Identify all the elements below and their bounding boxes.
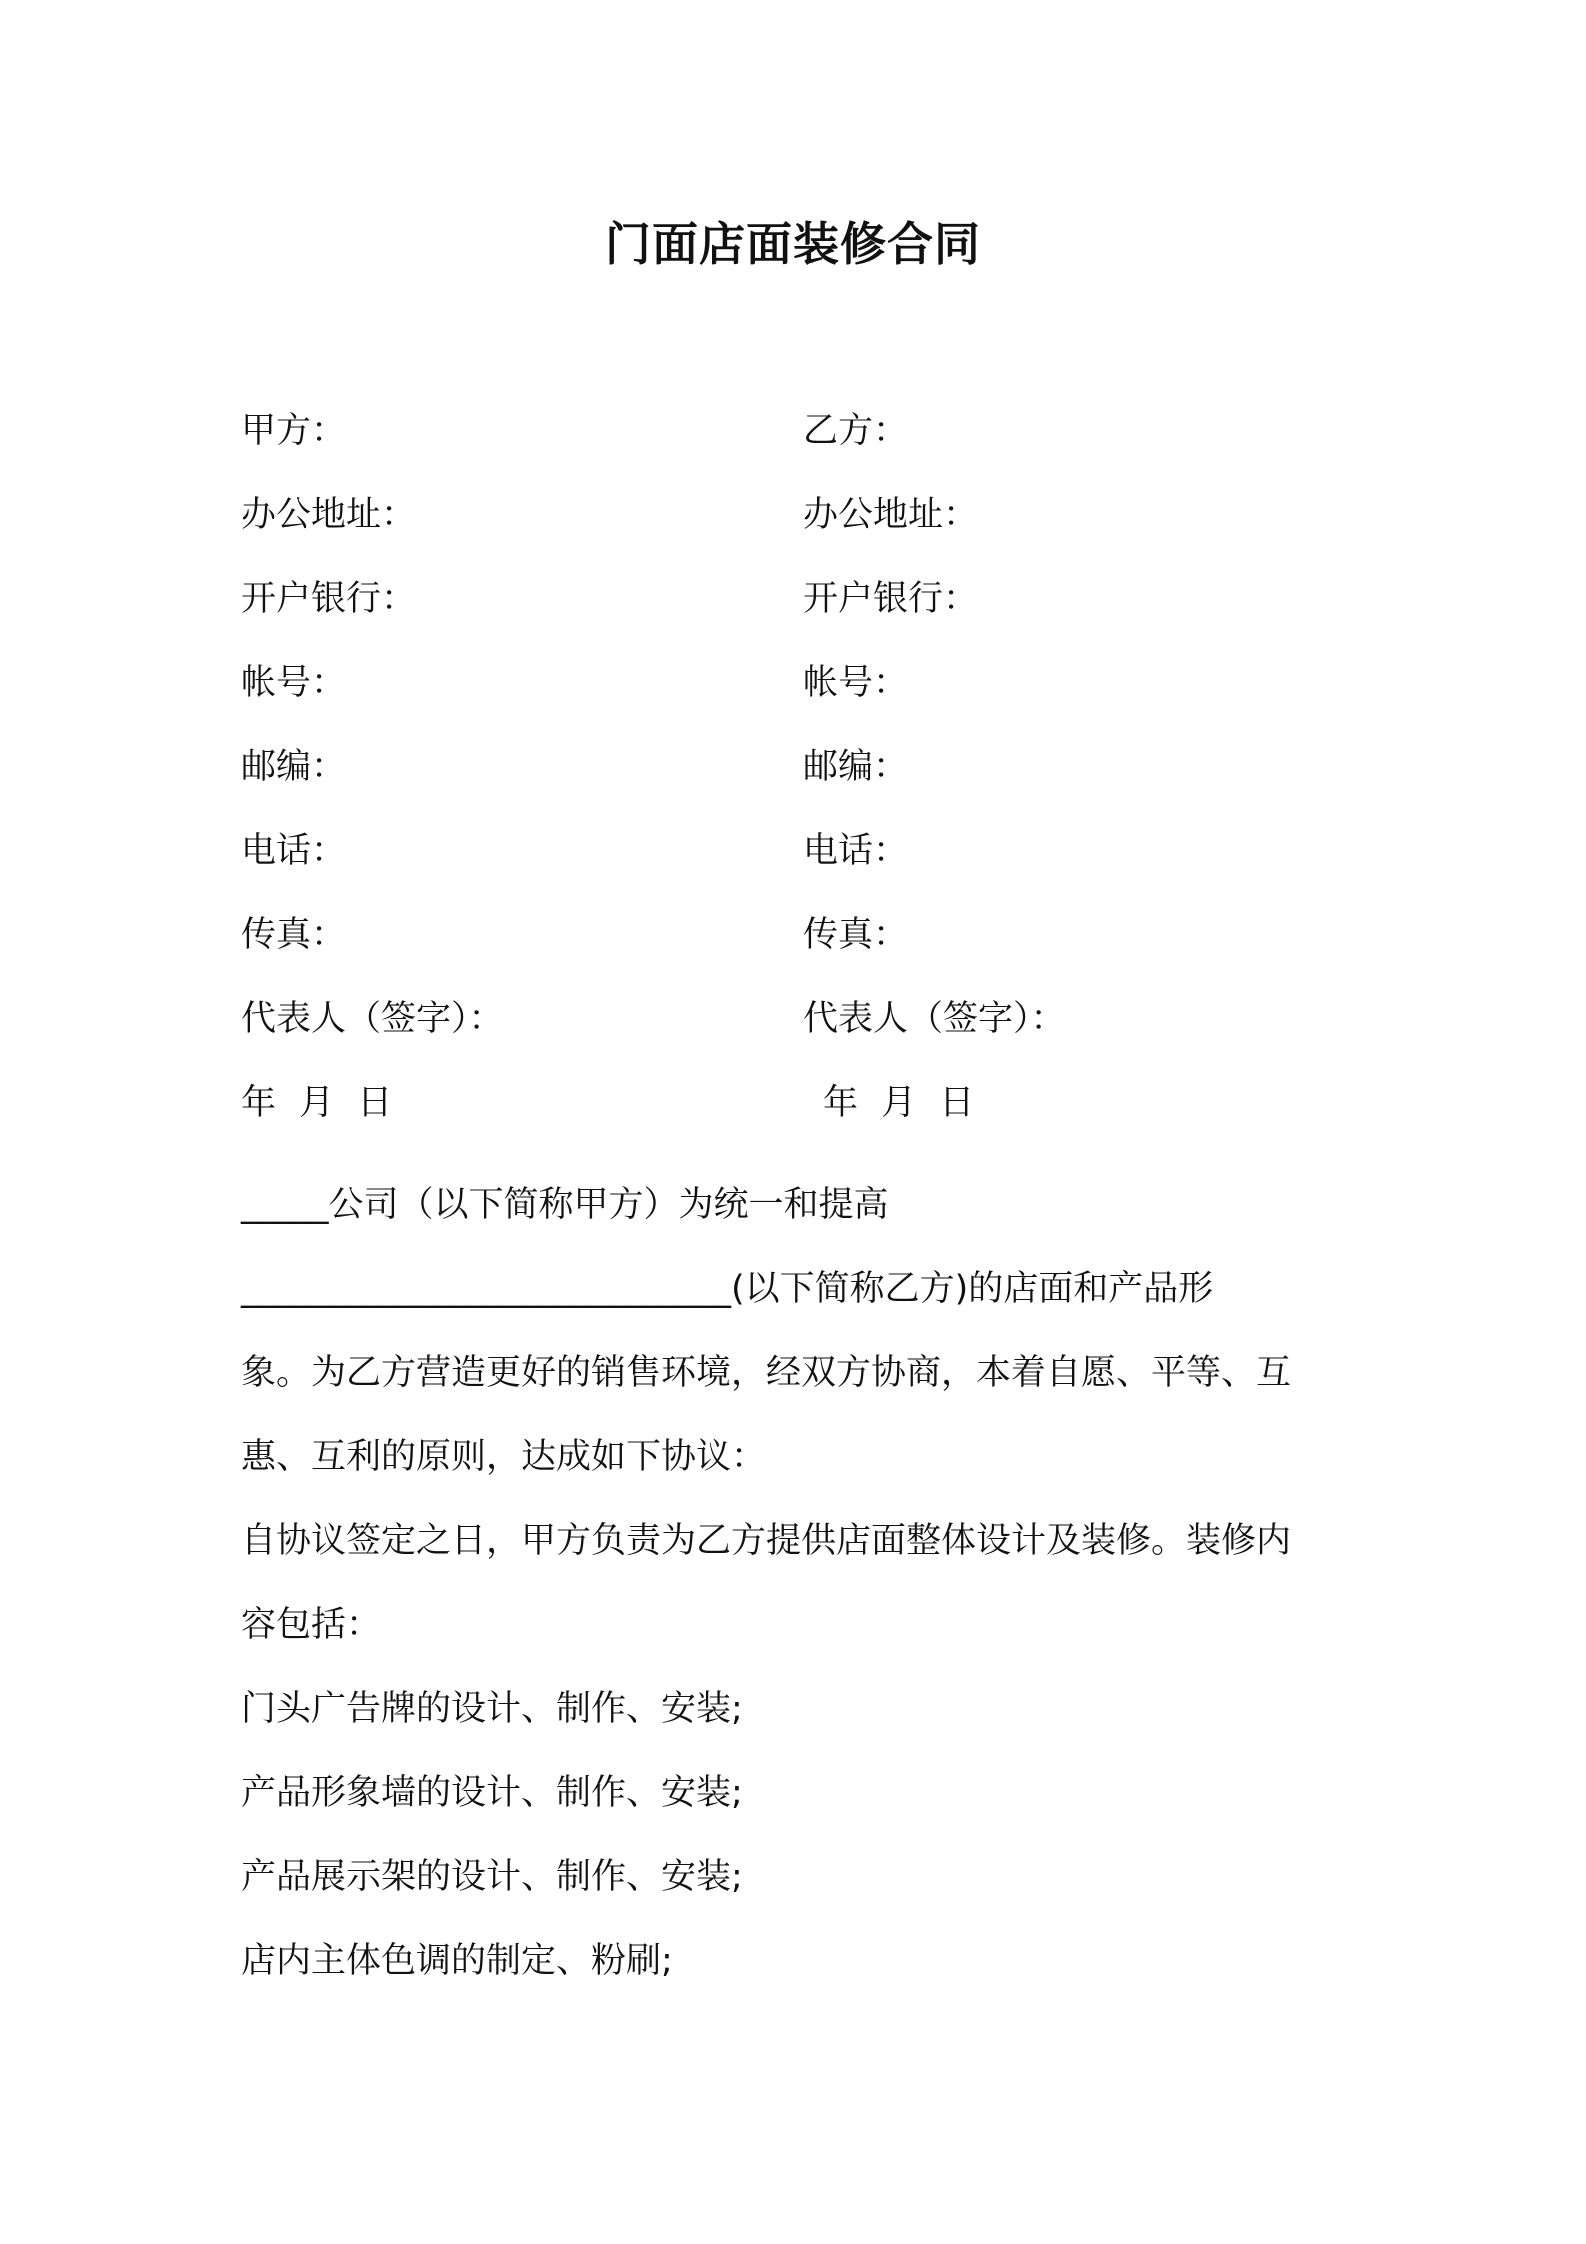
party-row-representative: [241, 994, 1391, 1078]
party-b-fax-label: 传真：: [803, 915, 909, 955]
party-row-bank: [241, 574, 1391, 658]
scope-item: 产品形象墙的设计、制作、安装;: [241, 1773, 743, 1813]
party-a-address-label: 办公地址：: [241, 495, 417, 535]
party-a-bank-label: 开户银行：: [241, 579, 417, 619]
party-b-name-label: 乙方：: [803, 411, 909, 451]
party-row-fax: [241, 910, 1391, 994]
party-b-bank-label: 开户银行：: [803, 579, 979, 619]
scope-item: 门头广告牌的设计、制作、安装;: [241, 1689, 743, 1729]
body-line: 惠、互利的原则，达成如下协议：: [241, 1437, 767, 1477]
party-a-representative-label: 代表人（签字）：: [241, 999, 504, 1039]
contract-body: [241, 1163, 1366, 2003]
party-b-postcode-label: 邮编：: [803, 747, 909, 787]
party-a-account-label: 帐号：: [241, 663, 347, 703]
body-line: 自协议签定之日，甲方负责为乙方提供店面整体设计及装修。装修内: [241, 1521, 1292, 1561]
party-info-grid: [241, 406, 1391, 1162]
body-line: _____公司（以下简称甲方）为统一和提高: [241, 1185, 889, 1225]
party-a-phone-label: 电话：: [241, 831, 347, 871]
party-row-address: [241, 490, 1391, 574]
party-row-phone: [241, 826, 1391, 910]
party-b-account-label: 帐号：: [803, 663, 909, 703]
party-b-date-label: 年 月 日: [823, 1083, 975, 1123]
party-b-representative-label: 代表人（签字）：: [803, 999, 1066, 1039]
party-a-fax-label: 传真：: [241, 915, 347, 955]
party-a-date-label: 年 月 日: [241, 1083, 393, 1123]
body-line: 象。为乙方营造更好的销售环境，经双方协商，本着自愿、平等、互: [241, 1353, 1292, 1393]
body-line: 容包括：: [241, 1605, 382, 1645]
party-row-date: [241, 1078, 1391, 1162]
party-a-postcode-label: 邮编：: [241, 747, 347, 787]
document-title: 门面店面装修合同: [605, 217, 981, 271]
party-row-account: [241, 658, 1391, 742]
party-row-name: [241, 406, 1391, 490]
party-b-phone-label: 电话：: [803, 831, 909, 871]
party-row-postcode: [241, 742, 1391, 826]
party-b-address-label: 办公地址：: [803, 495, 979, 535]
scope-item: 店内主体色调的制定、粉刷;: [241, 1941, 673, 1981]
party-a-name-label: 甲方：: [241, 411, 347, 451]
body-line: ____________________________(以下简称乙方)的店面和产品形: [241, 1269, 1214, 1309]
scope-item: 产品展示架的设计、制作、安装;: [241, 1857, 743, 1897]
